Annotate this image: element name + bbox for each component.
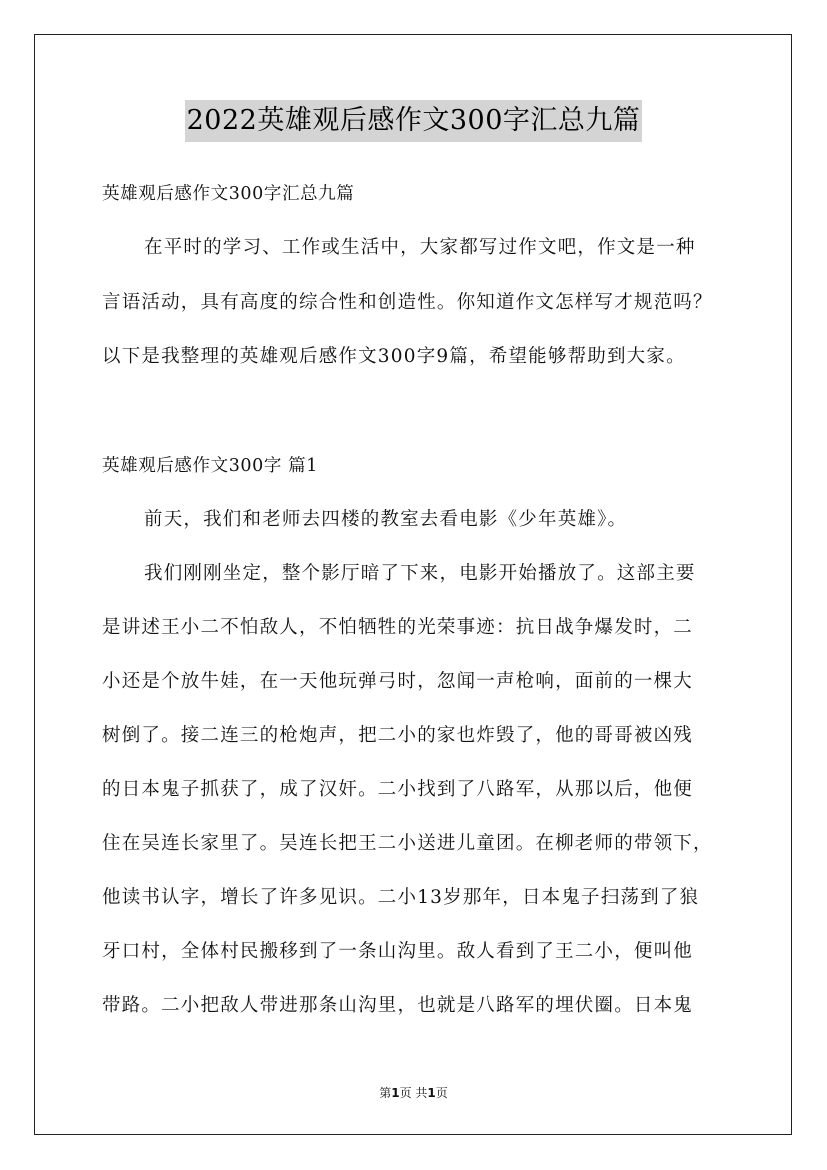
footer-page-prefix: 第 — [379, 1086, 392, 1100]
footer-page-number: 1 — [391, 1086, 400, 1100]
footer-page-suffix: 页 — [435, 1086, 448, 1100]
intro-line-2: 言语活动，具有高度的综合性和创造性。你知道作文怎样写才规范吗？ — [102, 292, 713, 313]
section-heading: 英雄观后感作文300字 篇1 — [102, 456, 318, 476]
paragraph-1-line-1: 前天，我们和老师去四楼的教室去看电影《少年英雄》。 — [144, 509, 628, 530]
paragraph-2-line-9: 带路。二小把敌人带进那条山沟里，也就是八路军的埋伏圈。日本鬼 — [102, 995, 694, 1016]
paragraph-2-line-6: 住在吴连长家里了。吴连长把王二小送进儿童团。在柳老师的带领下， — [102, 833, 713, 854]
footer-page-mid: 页 共 — [399, 1086, 428, 1100]
paragraph-2-line-2: 是讲述王小二不怕敌人，不怕牺牲的光荣事迹：抗日战争爆发时，二 — [102, 617, 694, 638]
document-subtitle: 英雄观后感作文300字汇总九篇 — [102, 184, 355, 204]
document-title: 2022英雄观后感作文300字汇总九篇 — [185, 100, 643, 142]
intro-line-1: 在平时的学习、工作或生活中，大家都写过作文吧，作文是一种 — [144, 237, 696, 258]
paragraph-2-line-5: 的日本鬼子抓获了，成了汉奸。二小找到了八路军，从那以后，他便 — [102, 779, 694, 800]
paragraph-2-line-7: 他读书认字，增长了许多见识。二小13岁那年，日本鬼子扫荡到了狼 — [102, 887, 700, 908]
page-footer — [0, 1085, 827, 1101]
paragraph-2-line-3: 小还是个放牛娃，在一天他玩弹弓时，忽闻一声枪响，面前的一棵大 — [102, 671, 694, 692]
paragraph-2-line-4: 树倒了。接二连三的枪炮声，把二小的家也炸毁了，他的哥哥被凶残 — [102, 725, 694, 746]
intro-line-3: 以下是我整理的英雄观后感作文300字9篇，希望能够帮助到大家。 — [102, 346, 686, 367]
paragraph-2-line-1: 我们刚刚坐定，整个影厅暗了下来，电影开始播放了。这部主要 — [144, 563, 696, 584]
title-container — [0, 100, 827, 142]
paragraph-2-line-8: 牙口村，全体村民搬移到了一条山沟里。敌人看到了王二小，便叫他 — [102, 941, 694, 962]
footer-total-pages: 1 — [427, 1086, 436, 1100]
